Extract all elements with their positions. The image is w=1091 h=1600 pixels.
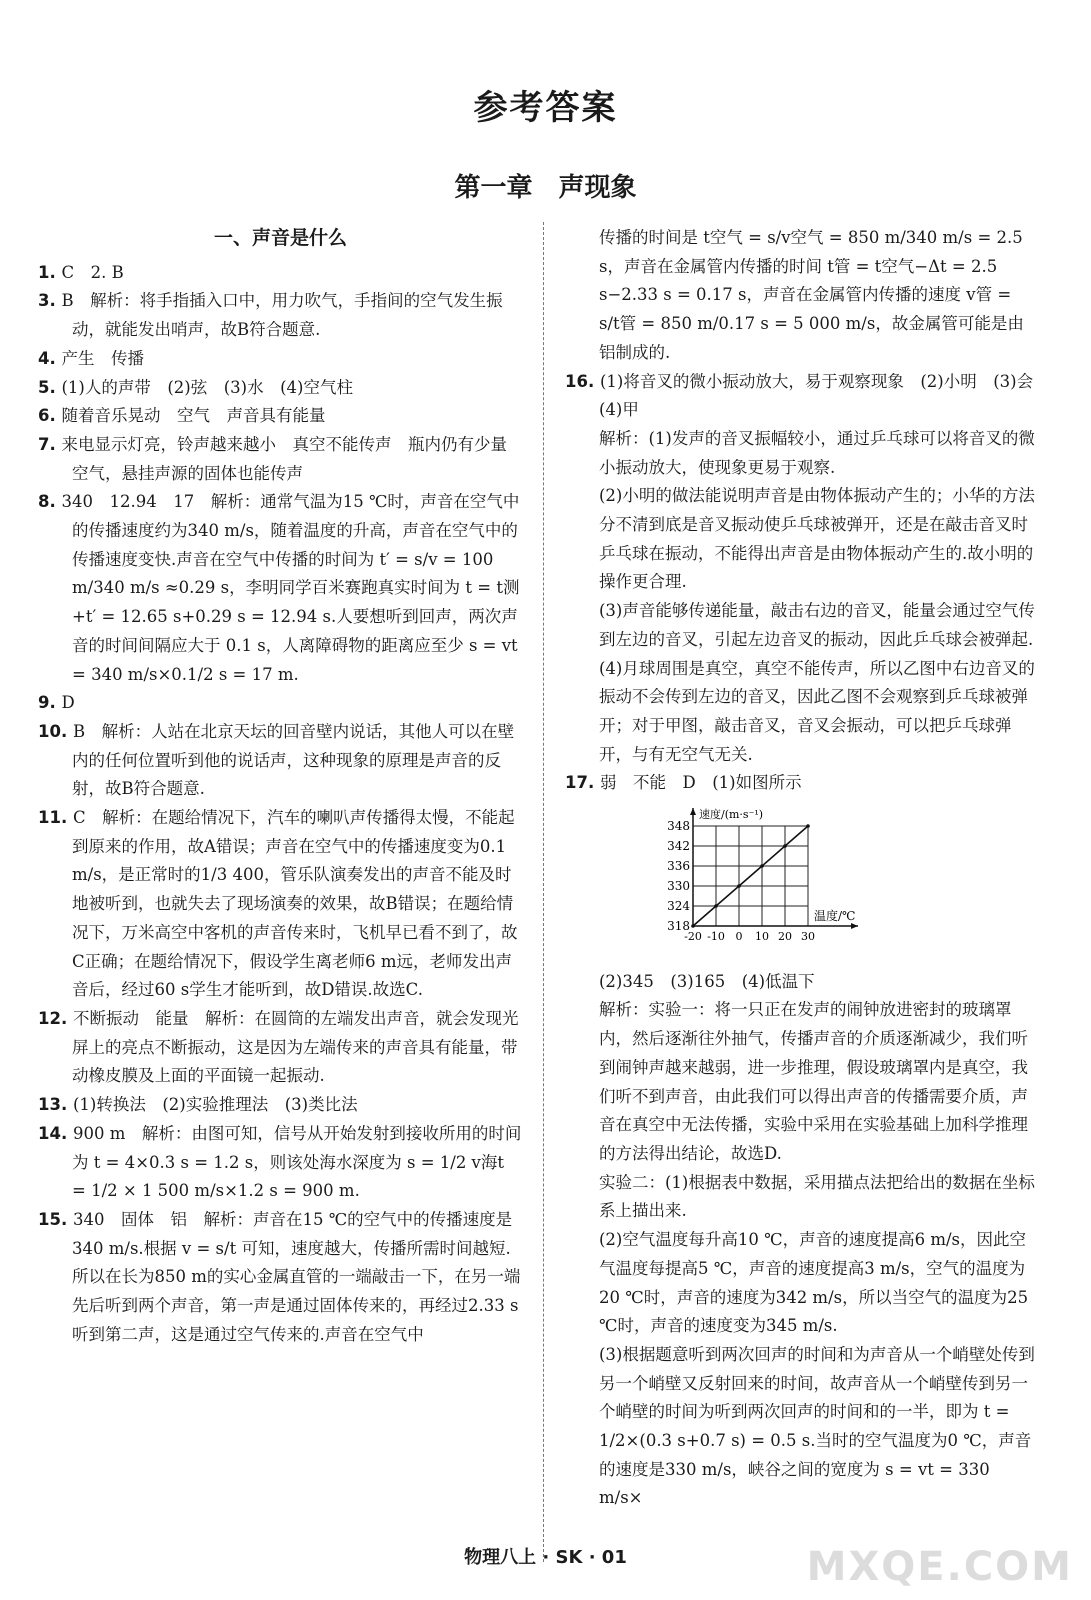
answer-number: 17. <box>565 773 600 793</box>
answer-text: 传播的时间是 t空气 = s/v空气 = 850 m/340 m/s = 2.5 s，声音在金属管内传播的时间 t管 = t空气−Δt = 2.5 s−2.33 s = 0.17 s，声音在金属管内传播的速度 v管 = s/t管 = 850 m/0.17 s = 5 000 m/s，故金属管可能是由铝制成的. <box>599 228 1024 362</box>
answer-item <box>565 1341 1035 1513</box>
answer-item <box>38 1206 523 1350</box>
answer-item <box>38 287 523 344</box>
answer-text: C 2. B <box>61 262 124 282</box>
answer-number: 9. <box>38 693 62 713</box>
page-title: 参考答案 <box>473 88 618 128</box>
answer-item <box>38 1005 523 1091</box>
left-column <box>38 224 523 1349</box>
x-tick-label: 0 <box>735 930 743 944</box>
speed-temperature-chart <box>655 804 885 954</box>
answer-number: 15. <box>38 1209 73 1229</box>
data-point <box>760 864 764 868</box>
answer-item <box>38 431 523 488</box>
answer-text: 弱 不能 D (1)如图所示 <box>599 773 802 793</box>
chapter-title: 第一章 声现象 <box>454 173 637 203</box>
y-tick-label: 324 <box>667 899 690 914</box>
answer-number: 5. <box>38 377 62 397</box>
answer-text: (1)人的声带 (2)弦 (3)水 (4)空气柱 <box>61 377 353 397</box>
x-tick-label: 10 <box>755 930 769 944</box>
answer-text: (2)空气温度每升高10 ℃，声音的速度提高6 m/s，因此空气温度每提高5 ℃，声音的速度提高3 m/s，空气的温度为20 ℃时，声音的速度为342 m/s，所以当空气的温度为25 ℃时，声音的速度变为345 m/s. <box>599 1230 1029 1336</box>
answer-text: C 解析：在题给情况下，汽车的喇叭声传播得太慢，不能起到原来的作用，故A错误；声音在空气中的传播速度变为0.1 m/s，是正常时的1/3 400，管乐队演奏发出的声音不能及时地被听到，也就失去了现场演奏的效果，故B错误；在题给情况下，万米高空中客机的声音传来时，飞机早已看不到了，故C正确；在题给情况下，假设学生离老师6 m远，老师发出声音后，经过60 s学生才能听到，故D错误.故选C. <box>72 808 518 1000</box>
answer-item <box>38 345 523 374</box>
data-point <box>691 924 695 928</box>
y-tick-label: 330 <box>667 879 690 894</box>
answer-item <box>565 224 1035 368</box>
y-tick-label: 342 <box>667 839 690 854</box>
right-column <box>565 224 1050 1513</box>
answer-item <box>38 718 523 804</box>
data-series-line <box>693 826 808 926</box>
answer-item <box>565 368 1050 425</box>
answer-item <box>38 1120 523 1206</box>
data-point <box>806 824 810 828</box>
answer-item <box>38 1091 523 1120</box>
answer-text: (4)月球周围是真空，真空不能传声，所以乙图中右边音叉的振动不会传到左边的音叉，因此乙图不会观察到乒乓球被弹开；对于甲图，敲击音叉，音叉会振动，可以把乒乓球弹开，与有无空气无关. <box>599 658 1035 764</box>
answer-item <box>565 425 1035 482</box>
answer-list-right-bottom <box>565 968 1035 1513</box>
answer-text: (3)根据题意听到两次回声的时间和为声音从一个峭壁处传到另一个峭壁又反射回来的时间，故声音从一个峭壁传到另一个峭壁的时间为听到两次回声的时间和的一半，即为 t = 1/2×(0.3 s+0.7 s) = 0.5 s.当时的空气温度为0 ℃，声音的速度是330 m/s，峡谷之间的宽度为 s = vt = 330 m/s× <box>599 1344 1035 1508</box>
answer-text: (2)345 (3)165 (4)低温下 <box>599 971 815 991</box>
answer-number: 1. <box>38 262 62 282</box>
watermark: MXQE.COM <box>806 1544 1073 1590</box>
answer-text: D <box>61 693 75 713</box>
x-axis-arrow <box>851 923 858 929</box>
answer-text: 不断振动 能量 解析：在圆筒的左端发出声音，就会发现光屏上的亮点不断振动，这是因为左端传来的声音具有能量，带动橡皮膜及上面的平面镜一起振动. <box>72 1008 519 1086</box>
answer-number: 3. <box>38 291 62 311</box>
answer-number: 12. <box>38 1008 73 1028</box>
answer-number: 7. <box>38 434 62 454</box>
answer-item <box>565 1169 1035 1226</box>
answer-text: B 解析：将手指插入口中，用力吹气，手指间的空气发生振动，就能发出哨声，故B符合题意. <box>61 291 503 340</box>
column-divider <box>543 222 544 1562</box>
x-tick-label: -10 <box>707 930 725 944</box>
answer-item <box>38 689 523 718</box>
section-title: 一、声音是什么 <box>213 227 347 249</box>
answer-text: 来电显示灯亮，铃声越来越小 真空不能传声 瓶内仍有少量空气，悬挂声源的固体也能传声 <box>61 434 507 483</box>
answer-item <box>38 259 523 288</box>
answer-item <box>38 488 523 689</box>
data-point <box>714 904 718 908</box>
answer-number: 6. <box>38 406 62 426</box>
y-axis-arrow <box>690 808 696 815</box>
x-tick-label: 30 <box>801 930 815 944</box>
answer-list-left <box>38 259 523 1350</box>
y-tick-label: 348 <box>667 819 690 834</box>
answer-item <box>38 402 523 431</box>
answer-list-right-top <box>565 224 1050 798</box>
data-point <box>737 884 741 888</box>
answer-text: 解析：(1)发声的音叉振幅较小，通过乒乓球可以将音叉的微小振动放大，使现象更易于观察. <box>599 428 1035 477</box>
answer-text: (3)声音能够传递能量，敲击右边的音叉，能量会通过空气传到左边的音叉，引起左边音叉的振动，因此乒乓球会被弹起. <box>599 601 1035 649</box>
answer-text: (1)转换法 (2)实验推理法 (3)类比法 <box>72 1095 358 1115</box>
answer-number: 4. <box>38 348 62 368</box>
answer-number: 14. <box>38 1123 73 1143</box>
answer-number: 8. <box>38 492 62 512</box>
answer-item <box>565 769 1035 798</box>
answer-text: (1)将音叉的微小振动放大，易于观察现象 (2)小明 (3)会 (4)甲 <box>599 371 1050 420</box>
answer-item <box>38 804 523 1005</box>
answer-text: 随着音乐晃动 空气 声音具有能量 <box>61 406 326 426</box>
answer-text: (2)小明的做法能说明声音是由物体振动产生的；小华的方法分不清到底是音叉振动使乒乓球被弹开，还是在敲击音叉时乒乓球在振动，不能得出声音是由物体振动产生的.故小明的操作更合理. <box>599 486 1035 592</box>
data-point <box>783 844 787 848</box>
answer-text: 900 m 解析：由图可知，信号从开始发射到接收所用的时间为 t = 4×0.3 s = 1.2 s，则该处海水深度为 s = 1/2 v海t = 1/2 × 1 500 m/s×1.2 s = 900 m. <box>72 1123 522 1201</box>
answer-text: 340 12.94 17 解析：通常气温为15 ℃时，声音在空气中的传播速度约为340 m/s，随着温度的升高，声音在空气中的传播速度变快.声音在空气中传播的时间为 t′ = s/v = 100 m/340 m/s ≈0.29 s，李明同学百米赛跑真实时间为 t = t测+t′ = 12.65 s+0.29 s = 12.94 s.人要想听到回声，两次声音的时间间隔应大于 0.1 s，人离障碍物的距离应至少 s = vt = 340 m/s×0.1/2 s = 17 m. <box>61 492 520 684</box>
answer-item <box>565 482 1035 597</box>
answer-number: 13. <box>38 1095 73 1115</box>
answer-text: 产生 传播 <box>61 348 144 368</box>
page-footer: 物理八上 · SK · 01 <box>464 1547 627 1568</box>
x-tick-label: 20 <box>778 930 792 944</box>
answer-number: 10. <box>38 721 73 741</box>
answer-text: 340 固体 铝 解析：声音在15 ℃的空气中的传播速度是340 m/s.根据 v = s/t 可知，速度越大，传播所需时间越短.所以在长为850 m的实心金属直管的一端敲击一下，在另一端先后听到两个声音，第一声是通过固体传来的，再经过2.33 s听到第二声，这是通过空气传来的.声音在空气中 <box>72 1209 521 1344</box>
answer-item <box>565 597 1035 654</box>
answer-number: 11. <box>38 808 73 828</box>
answer-item <box>38 374 523 403</box>
x-axis-label: 温度/℃ <box>814 909 856 924</box>
y-tick-label: 318 <box>667 919 690 934</box>
x-tick-label: -20 <box>684 930 702 944</box>
y-axis-label: 速度/(m·s⁻¹) <box>699 808 764 822</box>
answer-item <box>565 1226 1035 1341</box>
answer-text: 解析：实验一：将一只正在发声的闹钟放进密封的玻璃罩内，然后逐渐往外抽气，传播声音的介质逐渐减少，我们听到闹钟声越来越弱，进一步推理，假设玻璃罩内是真空，我们听不到声音，由此我们可以得出声音的传播需要介质，声音在真空中无法传播，实验中采用在实验基础上加科学推理的方法得出结论，故选D. <box>599 1000 1028 1163</box>
answer-text: 实验二：(1)根据表中数据，采用描点法把给出的数据在坐标系上描出来. <box>599 1172 1035 1221</box>
answer-item <box>565 655 1035 770</box>
answer-text: B 解析：人站在北京天坛的回音壁内说话，其他人可以在壁内的任何位置听到他的说话声，这种现象的原理是声音的反射，故B符合题意. <box>72 721 515 799</box>
answer-number: 16. <box>565 371 600 391</box>
answer-item <box>565 968 1035 997</box>
answer-item <box>565 996 1035 1168</box>
y-tick-label: 336 <box>667 859 690 874</box>
